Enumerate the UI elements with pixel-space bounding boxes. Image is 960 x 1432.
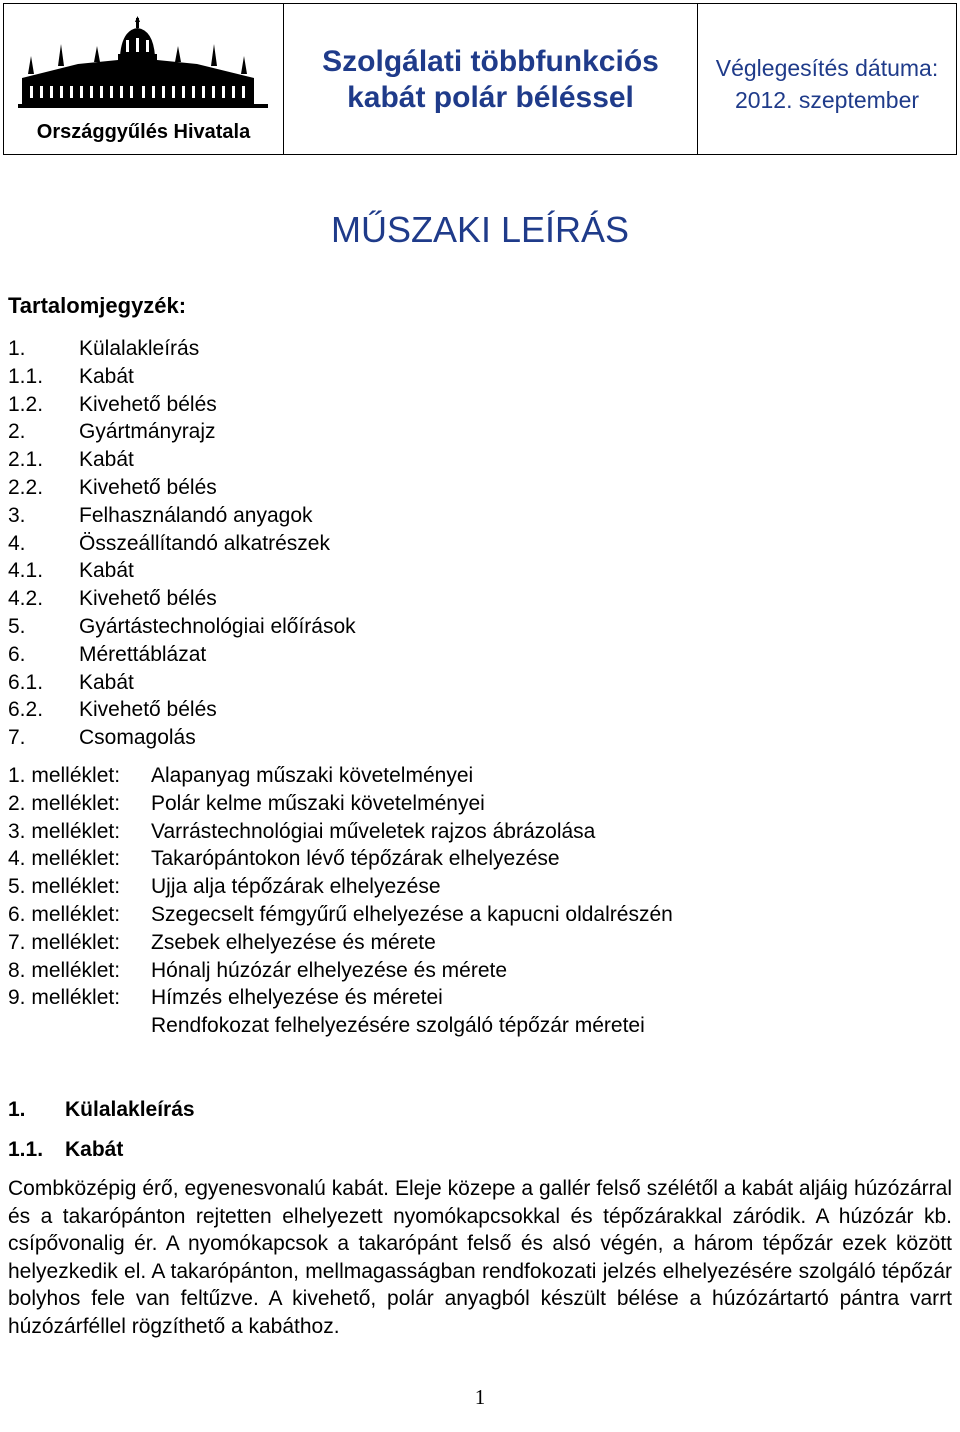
toc-item: [8, 474, 928, 502]
section-heading-1-1: [8, 1136, 123, 1164]
document-header-table: [3, 3, 957, 155]
toc-item: [8, 641, 928, 669]
toc-item: [8, 391, 928, 419]
document-title: [284, 44, 697, 116]
annex-label: Zsebek elhelyezése és mérete: [151, 930, 436, 954]
annex-item: [8, 762, 948, 790]
organization-name: Országgyűlés Hivatala: [36, 121, 251, 143]
annex-label: Varrástechnológiai műveletek rajzos ábrázolása: [151, 819, 596, 843]
toc-item: [8, 696, 928, 724]
annex-number: 4. melléklet:: [8, 847, 121, 871]
finalize-date-value: 2012. szeptember: [734, 87, 920, 113]
toc-item: [8, 418, 928, 446]
toc-item-label: Kabát: [79, 448, 134, 472]
toc-item-number: 1.: [8, 337, 26, 360]
annex-list: [8, 762, 948, 1040]
annex-label: Hónalj húzózár elhelyezése és mérete: [151, 958, 508, 982]
annex-number: 2. melléklet:: [8, 791, 121, 815]
toc-item-label: Felhasználandó anyagok: [79, 503, 313, 527]
page-number: 1: [474, 1385, 486, 1409]
annex-label: Takarópántokon lévő tépőzárak elhelyezése: [151, 847, 560, 871]
toc-item-number: 2.: [8, 420, 26, 444]
toc-item-label: Mérettáblázat: [79, 642, 207, 666]
toc-item-label: Gyártástechnológiai előírások: [79, 614, 356, 638]
toc-item-number: 6.1.: [8, 670, 44, 694]
toc-item-number: 4.1.: [8, 559, 44, 583]
toc-item: [8, 557, 928, 585]
document-title-line2: kabát polár béléssel: [347, 81, 634, 114]
section-number: 1.: [8, 1098, 26, 1121]
toc-item: [8, 613, 928, 641]
toc-item-number: 3.: [8, 503, 26, 527]
annex-label: Hímzés elhelyezése és méretei: [151, 986, 443, 1010]
annex-item: [8, 984, 948, 1012]
toc-item-label: Kivehető bélés: [79, 475, 217, 499]
toc-item-label: Gyártmányrajz: [79, 420, 216, 444]
toc-item-number: 4.2.: [8, 587, 44, 611]
parliament-building-logo: [18, 16, 268, 108]
toc-item: [8, 502, 928, 530]
annex-label: Alapanyag műszaki követelményei: [151, 764, 474, 787]
annex-extra-line: Rendfokozat felhelyezésére szolgáló tépőzár méretei: [151, 1014, 645, 1038]
body-paragraph: Combközépig érő, egyenesvonalú kabát. Eleje közepe a gallér felső szélétől a kabát aljáig húzózárral és a takarópánton rejtetten elhelyezett nyomókapcsokkal és tépőzárakkal záródik. A húzózár kb. csípővonalig ér. A nyomókapcsok a takarópánt felső és alsó végén, a három tépőzár ezek között helyezkedik el. A takarópánton, mellmagasságban rendfokozati jelzés elhelyezésére szolgáló tépőzár bolyhos fele van feltűzve. A kivehető, polár anyagból készült bélése a húzózártartó pántra varrt húzózárféllel rögzíthető a kabáthoz.: [8, 1177, 952, 1338]
toc-item-number: 7.: [8, 726, 26, 750]
toc-item-label: Kivehető bélés: [79, 587, 217, 611]
toc-item: [8, 335, 928, 363]
subsection-number: 1.1.: [8, 1138, 44, 1161]
toc-item-number: 1.2.: [8, 392, 44, 416]
toc-item-number: 4.: [8, 531, 26, 555]
toc-item: [8, 669, 928, 697]
toc-item-number: 2.2.: [8, 475, 44, 499]
main-title: MŰSZAKI LEÍRÁS: [330, 209, 630, 250]
finalize-date-block: [698, 52, 956, 116]
finalize-date-label: Véglegesítés dátuma:: [715, 55, 939, 81]
toc-item: [8, 363, 928, 391]
section-title: Külalakleírás: [65, 1098, 195, 1121]
toc-item: [8, 530, 928, 558]
annex-item: [8, 845, 948, 873]
toc-item-number: 2.1.: [8, 448, 44, 472]
toc-item: [8, 585, 928, 613]
annex-number: 7. melléklet:: [8, 930, 121, 954]
annex-label: Szegecselt fémgyűrű elhelyezése a kapucni oldalrészén: [151, 902, 673, 926]
header-logo-cell: [4, 4, 284, 154]
annex-number: 3. melléklet:: [8, 819, 121, 843]
annex-item: [8, 929, 948, 957]
document-title-line1: Szolgálati többfunkciós: [322, 45, 659, 78]
toc-item-number: 1.1.: [8, 364, 44, 388]
toc-item-number: 5.: [8, 614, 26, 638]
toc-item-label: Kabát: [79, 559, 134, 583]
toc-item-label: Csomagolás: [79, 726, 196, 750]
toc-item-label: Kivehető bélés: [79, 698, 217, 722]
annex-item: [8, 873, 948, 901]
annex-number: 1. melléklet:: [8, 764, 121, 787]
section-heading-1: [8, 1096, 195, 1124]
annex-item: [8, 818, 948, 846]
toc-item: [8, 724, 928, 752]
annex-item: [8, 901, 948, 929]
toc-item-label: Kivehető bélés: [79, 392, 217, 416]
toc-item-label: Külalakleírás: [79, 337, 200, 360]
table-of-contents: [8, 335, 928, 752]
toc-item-number: 6.: [8, 642, 26, 666]
annex-label: Polár kelme műszaki követelményei: [151, 791, 485, 815]
subsection-title: Kabát: [65, 1138, 124, 1161]
toc-item-label: Összeállítandó alkatrészek: [79, 531, 330, 555]
toc-item: [8, 446, 928, 474]
annex-label: Ujja alja tépőzárak elhelyezése: [151, 875, 441, 899]
annex-number: 6. melléklet:: [8, 902, 121, 926]
toc-item-label: Kabát: [79, 364, 134, 388]
annex-item: [8, 957, 948, 985]
header-date-cell: [698, 4, 956, 154]
header-title-cell: [284, 4, 698, 154]
annex-number: 8. melléklet:: [8, 958, 121, 982]
annex-number: 9. melléklet:: [8, 986, 121, 1010]
toc-item-label: Kabát: [79, 670, 134, 694]
annex-item: [8, 790, 948, 818]
annex-number: 5. melléklet:: [8, 875, 121, 899]
toc-title: Tartalomjegyzék:: [8, 293, 187, 318]
toc-item-number: 6.2.: [8, 698, 44, 722]
